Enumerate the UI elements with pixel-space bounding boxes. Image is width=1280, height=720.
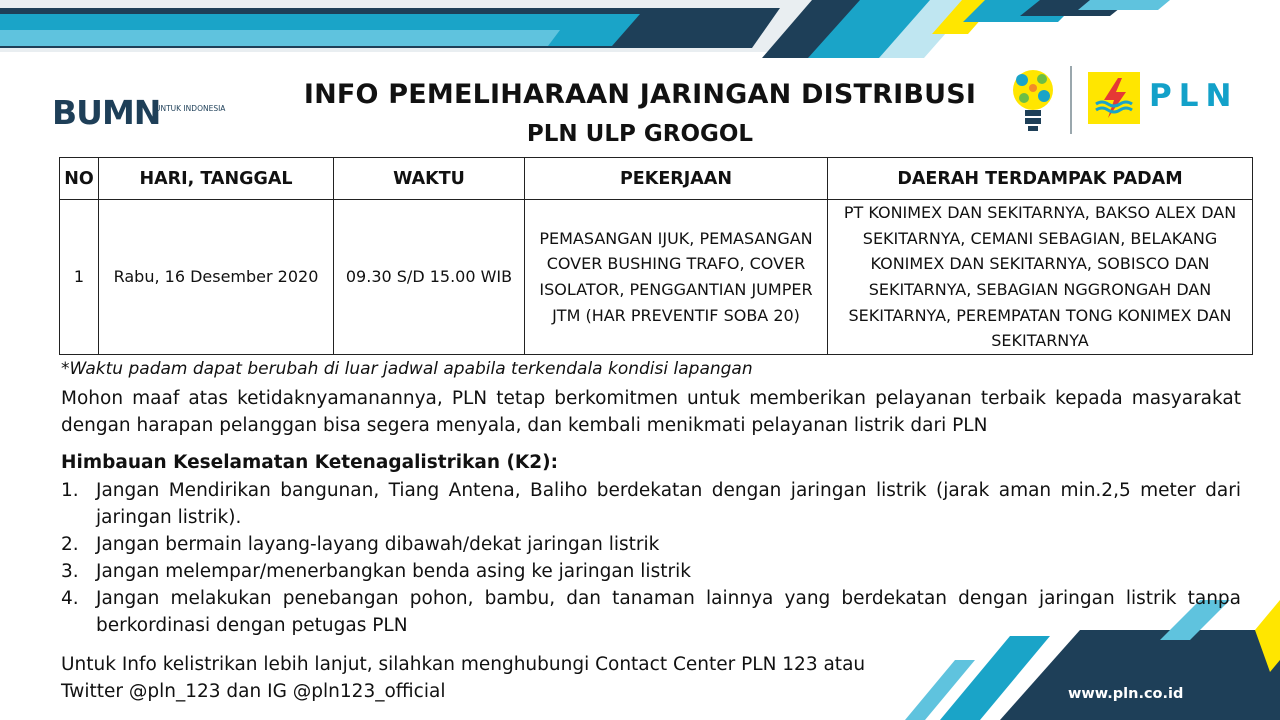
pln-lightning-logo	[1088, 72, 1140, 124]
list-text: Jangan Mendirikan bangunan, Tiang Antena, Baliho berdekatan dengan jaringan listrik (jarak aman min.2,5 meter dari jaringan listrik).	[96, 480, 1241, 528]
list-item	[61, 531, 1241, 558]
list-number: 4.	[61, 588, 79, 609]
list-item	[61, 558, 1241, 585]
cell-no: 1	[60, 200, 99, 355]
cell-work: PEMASANGAN IJUK, PEMASANGAN COVER BUSHING TRAFO, COVER ISOLATOR, PENGGANTIAN JUMPER JTM (HAR PREVENTIF SOBA 20)	[525, 200, 828, 355]
page-subtitle: PLN ULP GROGOL	[526, 121, 754, 147]
page-title: INFO PEMELIHARAAN JARINGAN DISTRIBUSI	[303, 79, 977, 110]
list-number: 2.	[61, 534, 79, 555]
list-text: Jangan melempar/menerbangkan benda asing ke jaringan listrik	[96, 561, 691, 582]
contact-line-1: Untuk Info kelistrikan lebih lanjut, silahkan menghubungi Contact Center PLN 123 atau	[61, 654, 866, 675]
lightbulb-icon	[1008, 66, 1058, 136]
col-header-work: PEKERJAAN	[525, 158, 828, 200]
bumn-logo-sub: UNTUK INDONESIA	[155, 104, 226, 113]
maintenance-table	[59, 157, 1253, 355]
list-number: 3.	[61, 561, 79, 582]
cell-area: PT KONIMEX DAN SEKITARNYA, BAKSO ALEX DAN SEKITARNYA, CEMANI SEBAGIAN, BELAKANG KONIMEX DAN SEKITARNYA, SOBISCO DAN SEKITARNYA, SEBAGIAN NGGRONGAH DAN SEKITARNYA, PEREMPATAN TONG KONIMEX DAN SEKITARNYA	[828, 200, 1253, 355]
bumn-logo	[52, 92, 226, 132]
cell-time: 09.30 S/D 15.00 WIB	[334, 200, 525, 355]
list-item	[61, 477, 1241, 531]
list-text: Jangan bermain layang-layang dibawah/dekat jaringan listrik	[96, 534, 660, 555]
cell-date: Rabu, 16 Desember 2020	[99, 200, 334, 355]
contact-info	[61, 651, 881, 705]
safety-list	[61, 477, 1241, 639]
table-row	[60, 200, 1253, 355]
bumn-logo-text: BUMN	[52, 93, 161, 132]
list-text: Jangan melakukan penebangan pohon, bambu, dan tanaman lainnya yang berdekatan dengan jaringan listrik tanpa berkordinasi dengan petugas PLN	[96, 588, 1241, 636]
col-header-date: HARI, TANGGAL	[99, 158, 334, 200]
safety-heading: Himbauan Keselamatan Ketenagalistrikan (K2):	[61, 452, 558, 473]
col-header-area: DAERAH TERDAMPAK PADAM	[828, 158, 1253, 200]
website-url: www.pln.co.id	[1068, 686, 1184, 702]
pln-logo-text: PLN	[1149, 78, 1239, 114]
contact-line-2: Twitter @pln_123 dan IG @pln123_official	[61, 681, 446, 702]
table-header-row	[60, 158, 1253, 200]
schedule-note: *Waktu padam dapat berubah di luar jadwal apabila terkendala kondisi lapangan	[61, 359, 753, 379]
list-item	[61, 585, 1241, 639]
col-header-no: NO	[60, 158, 99, 200]
list-number: 1.	[61, 480, 79, 501]
col-header-time: WAKTU	[334, 158, 525, 200]
apology-text: Mohon maaf atas ketidaknyamanannya, PLN tetap berkomitmen untuk memberikan pelayanan terbaik kepada masyarakat dengan harapan pelanggan bisa segera menyala, dan kembali menikmati pelayanan listrik dari PLN	[61, 388, 1241, 436]
logo-divider	[1070, 66, 1072, 134]
